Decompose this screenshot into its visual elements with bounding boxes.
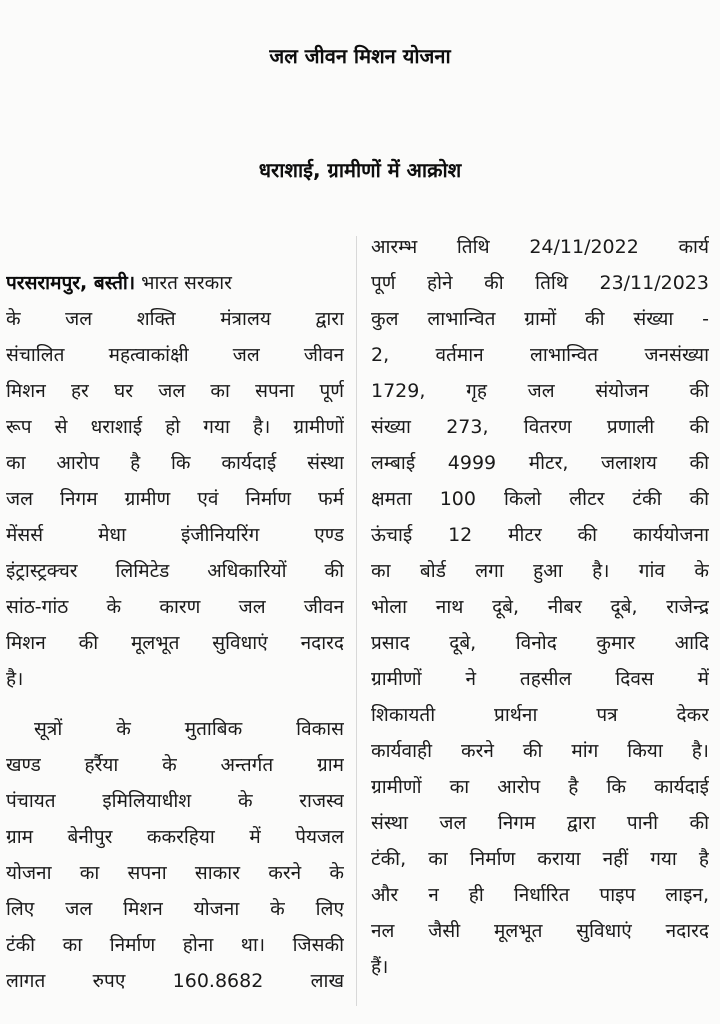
headline-line-1: जल जीवन मिशन योजना bbox=[269, 44, 451, 68]
column-divider bbox=[356, 236, 357, 1006]
headline-line-2: धराशाई, ग्रामीणों में आक्रोश bbox=[258, 158, 462, 182]
text-line: ग्रामीणों का आरोप है कि कार्यदाई bbox=[371, 776, 709, 798]
text-line: पूर्ण होने की तिथि 23/11/2023 bbox=[371, 272, 709, 294]
text-line: ऊंचाई 12 मीटर की कार्ययोजना bbox=[371, 524, 709, 546]
text-line: का आरोप है कि कार्यदाई संस्था bbox=[6, 452, 344, 474]
text-line: है। bbox=[6, 668, 24, 690]
text-line: कार्यवाही करने की मांग किया है। bbox=[371, 740, 709, 762]
text-line: मिशन हर घर जल का सपना पूर्ण bbox=[6, 380, 344, 402]
text-line: प्रसाद दूबे, विनोद कुमार आदि bbox=[371, 632, 709, 654]
dateline-continuation: भारत सरकार bbox=[141, 272, 232, 294]
text-line: टंकी, का निर्माण कराया नहीं गया है bbox=[371, 848, 709, 870]
text-line bbox=[6, 266, 344, 301]
text-line: संख्या 273, वितरण प्रणाली की bbox=[371, 416, 709, 438]
text-line: खण्ड हर्रैया के अन्तर्गत ग्राम bbox=[6, 754, 344, 776]
text-line: इंट्रास्ट्रक्चर लिमिटेड अधिकारियों की bbox=[6, 560, 344, 582]
text-line: हैं। bbox=[371, 956, 389, 978]
text-line: 2, वर्तमान लाभान्वित जनसंख्या bbox=[371, 344, 709, 366]
text-line: संचालित महत्वाकांक्षी जल जीवन bbox=[6, 344, 344, 366]
text-line: के जल शक्ति मंत्रालय द्वारा bbox=[6, 308, 344, 330]
text-line: कुल लाभान्वित ग्रामों की संख्या - bbox=[371, 308, 709, 330]
text-line: जल निगम ग्रामीण एवं निर्माण फर्म bbox=[6, 488, 344, 510]
text-line: नल जैसी मूलभूत सुविधाएं नदारद bbox=[371, 920, 709, 942]
text-line: आरम्भ तिथि 24/11/2022 कार्य bbox=[371, 236, 709, 258]
dateline: परसरामपुर, बस्ती। bbox=[6, 272, 136, 294]
text-line: लागत रुपए 160.8682 लाख bbox=[6, 970, 344, 992]
text-line: सांठ-गांठ के कारण जल जीवन bbox=[6, 596, 344, 618]
text-line: मिशन की मूलभूत सुविधाएं नदारद bbox=[6, 632, 344, 654]
text-line: ग्रामीणों ने तहसील दिवस में bbox=[371, 668, 709, 690]
text-line: ग्राम बेनीपुर ककरहिया में पेयजल bbox=[6, 826, 344, 848]
text-line: रूप से धराशाई हो गया है। ग्रामीणों bbox=[6, 416, 344, 438]
text-line: पंचायत इमिलियाधीश के राजस्व bbox=[6, 790, 344, 812]
text-line: संस्था जल निगम द्वारा पानी की bbox=[371, 812, 709, 834]
text-line: शिकायती प्रार्थना पत्र देकर bbox=[371, 704, 709, 726]
text-line: मेंसर्स मेधा इंजीनियरिंग एण्ड bbox=[6, 524, 344, 546]
text-line: लम्बाई 4999 मीटर, जलाशय की bbox=[371, 452, 709, 474]
text-line: लिए जल मिशन योजना के लिए bbox=[6, 898, 344, 920]
text-line: क्षमता 100 किलो लीटर टंकी की bbox=[371, 488, 709, 510]
text-line: का बोर्ड लगा हुआ है। गांव के bbox=[371, 560, 709, 582]
text-line: और न ही निर्धारित पाइप लाइन, bbox=[371, 884, 709, 906]
text-line: भोला नाथ दूबे, नीबर दूबे, राजेन्द्र bbox=[371, 596, 709, 618]
text-line: योजना का सपना साकार करने के bbox=[6, 862, 344, 884]
text-line: सूत्रों के मुताबिक विकास bbox=[34, 718, 344, 740]
text-line: टंकी का निर्माण होना था। जिसकी bbox=[6, 934, 344, 956]
text-line: 1729, गृह जल संयोजन की bbox=[371, 380, 709, 402]
